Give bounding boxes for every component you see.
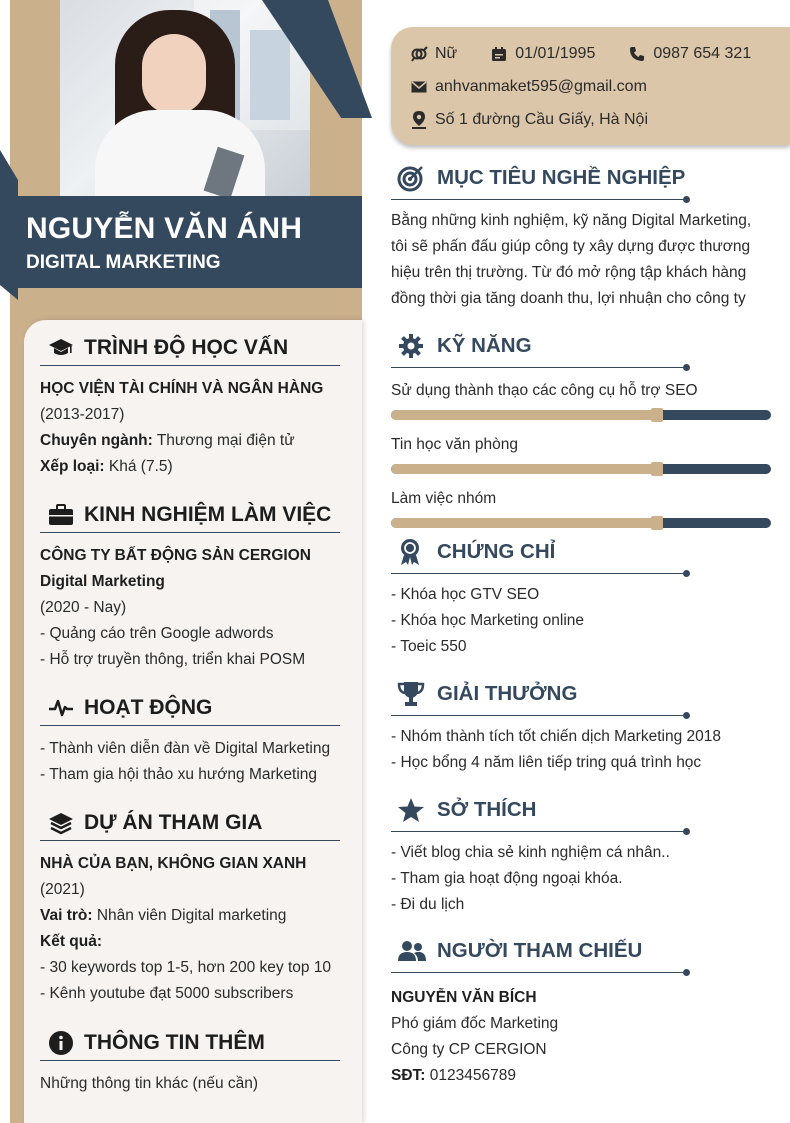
pulse-icon: [48, 696, 78, 720]
divider: [391, 573, 687, 574]
info-icon: [48, 1031, 78, 1055]
education-header: [40, 330, 340, 366]
certificates-header: [391, 534, 790, 570]
list-item: - Viết blog chia sẻ kinh nghiệm cá nhân..: [391, 844, 670, 861]
reference-phone: 0123456789: [429, 1067, 516, 1084]
company-name: CÔNG TY BẤT ĐỘNG SẢN CERGION: [40, 547, 311, 564]
extra-info-section: [40, 1025, 340, 1097]
references-title: NGƯỜI THAM CHIẾU: [437, 939, 643, 962]
divider: [391, 199, 687, 200]
gear-icon: [397, 332, 429, 360]
objective-line: tôi sẽ phấn đấu giúp công ty xây dựng được thương: [391, 238, 751, 255]
awards-section: [391, 676, 790, 776]
reference-company: Công ty CP CERGION: [391, 1041, 547, 1058]
activities-title: HOẠT ĐỘNG: [84, 695, 213, 719]
project-role-label: Vai trò:: [40, 907, 93, 924]
project-year: (2021): [40, 881, 85, 898]
target-icon: [397, 164, 429, 192]
education-years: (2013-2017): [40, 406, 125, 423]
skill-bar: [391, 464, 771, 474]
layers-icon: [48, 811, 78, 835]
name-banner: [10, 196, 362, 288]
objective-title: MỤC TIÊU NGHỀ NGHIỆP: [437, 166, 686, 189]
skills-section: [391, 328, 790, 542]
trophy-icon: [397, 680, 429, 708]
objective-line: Bằng những kinh nghiệm, kỹ năng Digital Marketing,: [391, 212, 752, 229]
extra-info-text: Những thông tin khác (nếu cần): [40, 1075, 259, 1092]
phone-icon: [627, 45, 647, 63]
skill-label: Tin học văn phòng: [391, 436, 518, 453]
skill-bar: [391, 410, 771, 420]
reference-name: NGUYỄN VĂN BÍCH: [391, 989, 537, 1006]
list-item: - 30 keywords top 1-5, hơn 200 key top 10: [40, 959, 332, 976]
list-item: - Thành viên diễn đàn về Digital Marketing: [40, 740, 331, 757]
education-section: [40, 330, 340, 480]
divider: [391, 831, 687, 832]
project-role: Nhân viên Digital marketing: [96, 907, 287, 924]
hobbies-section: [391, 792, 790, 918]
experience-title: KINH NGHIỆM LÀM VIỆC: [84, 502, 332, 526]
address-value: Số 1 đường Cầu Giấy, Hà Nội: [435, 110, 649, 128]
location-icon: [409, 111, 429, 129]
extra-info-title: THÔNG TIN THÊM: [84, 1030, 265, 1054]
project-name: NHÀ CỦA BẠN, KHÔNG GIAN XANH: [40, 855, 307, 872]
email-value: anhvanmaket595@gmail.com: [435, 77, 647, 95]
hobbies-title: SỞ THÍCH: [437, 798, 537, 821]
list-item: - Quảng cáo trên Google adwords: [40, 625, 274, 642]
full-name: NGUYỄN VĂN ÁNH: [26, 212, 303, 245]
email-icon: [409, 78, 429, 96]
list-item: - Kênh youtube đạt 5000 subscribers: [40, 985, 294, 1002]
objective-line: hiệu trên thị trường. Từ đó mở rộng tập khách hàng: [391, 264, 747, 281]
briefcase-icon: [48, 503, 78, 527]
project-result-label: Kết quả:: [40, 933, 102, 950]
gender-icon: [409, 45, 429, 63]
divider: [391, 367, 687, 368]
gender-value: Nữ: [435, 44, 458, 62]
dob-value: 01/01/1995: [515, 44, 596, 62]
users-icon: [397, 937, 429, 965]
skills-header: [391, 328, 790, 364]
projects-title: DỰ ÁN THAM GIA: [84, 810, 263, 834]
left-content-panel: [24, 320, 362, 1123]
contact-card: [391, 27, 790, 145]
rank-label: Xếp loại:: [40, 458, 105, 475]
skill-bar: [391, 518, 771, 528]
experience-section: [40, 497, 340, 673]
list-item: - Tham gia hoạt động ngoại khóa.: [391, 870, 623, 887]
objective-line: đồng thời gia tăng doanh thu, lợi nhuận cho công ty: [391, 290, 746, 307]
activities-header: [40, 690, 340, 726]
list-item: - Học bổng 4 năm liên tiếp tring quá trình học: [391, 754, 702, 771]
projects-header: [40, 805, 340, 841]
award-icon: [397, 538, 429, 566]
list-item: - Đi du lịch: [391, 896, 465, 913]
major-value: Thương mại điện tử: [156, 432, 295, 449]
awards-header: [391, 676, 790, 712]
awards-title: GIẢI THƯỞNG: [437, 682, 578, 705]
graduation-cap-icon: [48, 336, 78, 360]
reference-position: Phó giám đốc Marketing: [391, 1015, 559, 1032]
divider: [391, 715, 687, 716]
phone-value: 0987 654 321: [653, 44, 752, 62]
experience-position: Digital Marketing: [40, 573, 165, 590]
skill-label: Làm việc nhóm: [391, 490, 497, 507]
rank-value: Khá (7.5): [108, 458, 173, 475]
skills-title: KỸ NĂNG: [437, 334, 532, 357]
major-label: Chuyên ngành:: [40, 432, 153, 449]
objective-header: [391, 160, 790, 196]
activities-section: [40, 690, 340, 788]
experience-period: (2020 - Nay): [40, 599, 127, 616]
calendar-icon: [489, 45, 509, 63]
education-title: TRÌNH ĐỘ HỌC VẤN: [84, 335, 289, 359]
list-item: - Khóa học Marketing online: [391, 612, 585, 629]
list-item: - Hỗ trợ truyền thông, triển khai POSM: [40, 651, 306, 668]
job-title: DIGITAL MARKETING: [26, 252, 221, 273]
references-section: [391, 933, 790, 1089]
extra-info-header: [40, 1025, 340, 1061]
experience-header: [40, 497, 340, 533]
skill-label: Sử dụng thành thạo các công cụ hỗ trợ SEO: [391, 382, 698, 399]
star-icon: [397, 796, 429, 824]
list-item: - Tham gia hội thảo xu hướng Marketing: [40, 766, 318, 783]
list-item: - Toeic 550: [391, 638, 467, 655]
profile-photo: [60, 0, 310, 196]
school-name: HỌC VIỆN TÀI CHÍNH VÀ NGÂN HÀNG: [40, 380, 324, 397]
certificates-title: CHỨNG CHỈ: [437, 540, 556, 563]
list-item: - Nhóm thành tích tốt chiến dịch Marketing 2018: [391, 728, 721, 745]
divider: [391, 972, 687, 973]
objective-section: [391, 160, 790, 312]
references-header: [391, 933, 790, 969]
list-item: - Khóa học GTV SEO: [391, 586, 540, 603]
hobbies-header: [391, 792, 790, 828]
reference-phone-label: SĐT:: [391, 1067, 426, 1084]
projects-section: [40, 805, 340, 1007]
certificates-section: [391, 534, 790, 660]
